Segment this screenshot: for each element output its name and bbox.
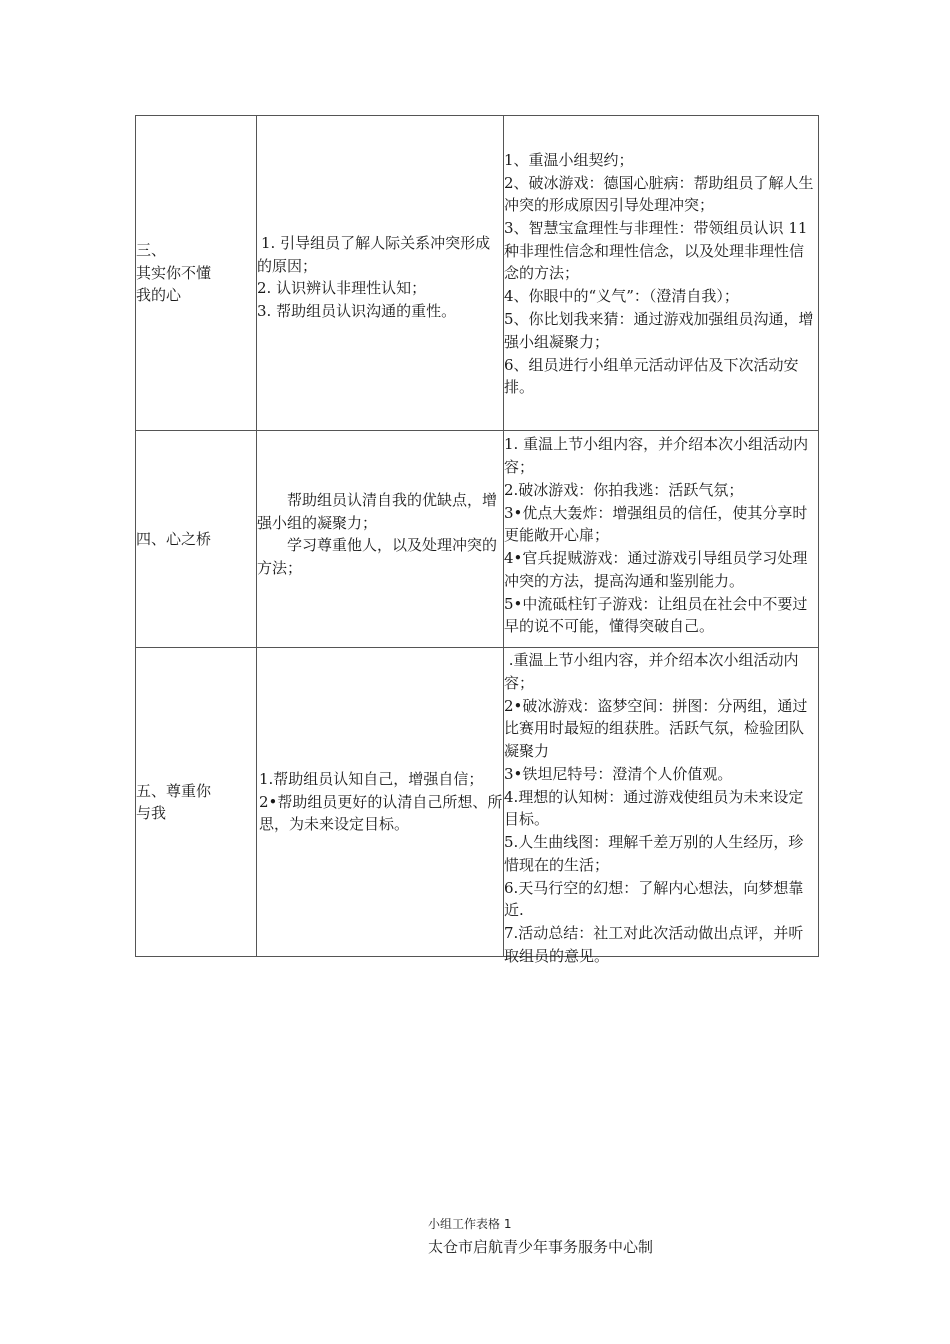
table-row [136,648,819,957]
session-title-line: 四、心之桥 [136,529,212,548]
session-goals-cell [257,431,504,648]
goal-item: 3. 帮助组员认识沟通的重性。 [257,301,457,320]
session-activities-cell [504,648,819,965]
activity-item: 5、你比划我来猜：通过游戏加强组员沟通，增强小组凝聚力； [504,310,814,351]
activity-plan-table [135,115,819,965]
session-title-cell [136,431,257,648]
session-title-line: 三、 [136,241,167,260]
activity-item: 1、重温小组契约； [504,150,634,169]
activity-item: 4•官兵捉贼游戏：通过游戏引导组员学习处理冲突的方法，提高沟通和鉴别能力。 [504,549,808,590]
organization-credit: 太仓市启航青少年事务服务中心制 [428,1238,654,1256]
session-title-cell [136,648,257,957]
session-title-line: 五、尊重你 [136,781,212,800]
session-goals-cell [257,648,504,957]
activity-item: 2.破冰游戏：你拍我逃：活跃气氛； [504,480,744,499]
activity-item: 2、破冰游戏：德国心脏病：帮助组员了解人生冲突的形成原因引导处理冲突； [504,173,814,215]
session-activities-cell [504,116,819,431]
goal-item: 帮助组员认清自我的优缺点，增强小组的凝聚力； [257,491,498,532]
table-row [136,116,819,431]
activity-item: 1. 重温上节小组内容，并介绍本次小组活动内容； [504,435,809,476]
goal-item: 2. 认识辨认非理性认知； [257,279,427,297]
activity-item: 4、你眼中的“义气”：（澄清自我）； [504,287,739,306]
activity-item: .重温上节小组内容，并介绍本次小组活动内容； [504,651,799,692]
session-title-cell [136,116,257,431]
activity-item: 6.天马行空的幻想：了解内心想法，向梦想靠近. [504,878,804,919]
goal-item: 2•帮助组员更好的认清自己所想、所思，为未来设定目标。 [259,792,503,834]
session-title-line: 与我 [136,804,167,822]
activity-item: 5.人生曲线图：理解千差万别的人生经历，珍惜现在的生活； [504,833,804,874]
session-title-line: 其实你不懂 [136,263,212,282]
table-row [136,431,819,648]
activity-item: 6、组员进行小组单元活动评估及下次活动安排。 [504,355,799,397]
activity-item: 5•中流砥柱钉子游戏：让组员在社会中不要过早的说不可能，懂得突破自己。 [504,594,808,635]
goal-item: 1. 引导组员了解人际关系冲突形成的原因； [257,234,491,275]
goal-item: 学习尊重他人，以及处理冲突的方法； [257,536,498,577]
activity-item: 3、智慧宝盒理性与非理性：带领组员认识 11 种非理性信念和理性信念，以及处理非理性信念的方法； [504,219,808,283]
activity-item: 2•破冰游戏：盗梦空间：拼图：分两组，通过比赛用时最短的组获胜。活跃气氛，检验团队凝聚力 [504,696,808,760]
goal-item: 1.帮助组员认知自己，增强自信； [259,770,484,789]
session-title-line: 我的心 [136,286,182,305]
session-goals-cell [257,116,504,431]
session-activities-cell [504,431,819,648]
activity-item: 4.理想的认知树：通过游戏使组员为未来设定目标。 [504,787,804,828]
form-label: 小组工作表格 1 [428,1217,512,1231]
activity-item: 3•铁坦尼特号：澄清个人价值观。 [504,764,733,783]
activity-item: 7.活动总结：社工对此次活动做出点评，并听取组员的意见。 [504,924,804,965]
activity-item: 3•优点大轰炸：增强组员的信任，使其分享时更能敞开心扉； [504,503,808,544]
